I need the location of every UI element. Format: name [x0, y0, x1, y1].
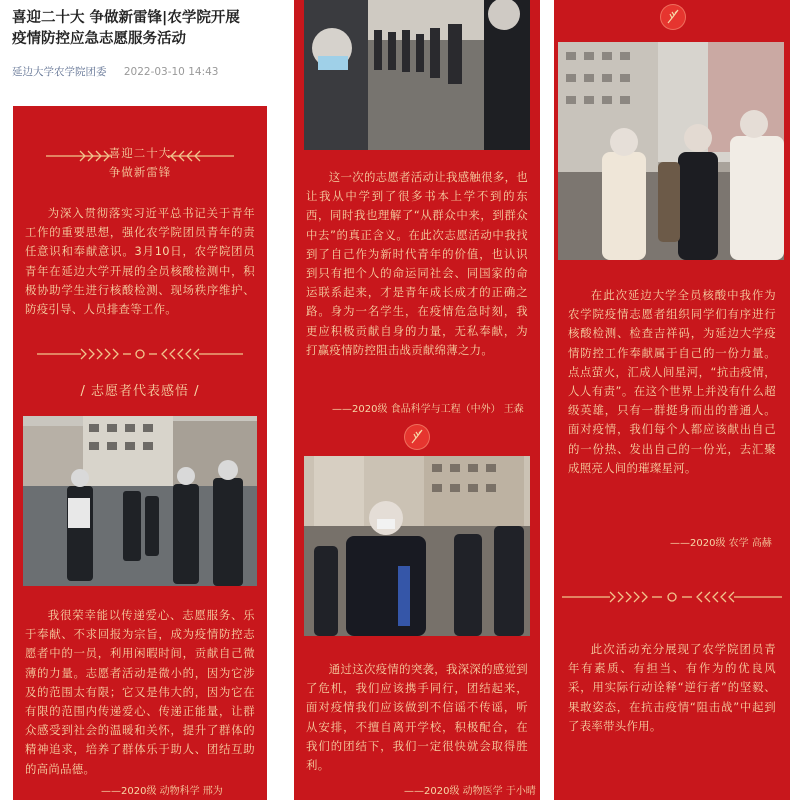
signature-2: ——2020级 食品科学与工程（中外） 王森 [332, 404, 524, 415]
signature-1: ——2020级 动物科学 邢为 [101, 786, 223, 797]
intro-paragraph: 为深入贯彻落实习近平总书记关于青年工作的重要思想，强化农学院团员青年的责任意识和奉献意识。3月10日，农学院团员青年在延边大学开展的全员核酸检测中，积极协助学生进行核酸检测、现场秩序维护、防疫引导、人员排查等工作。 [25, 206, 255, 317]
signature-3: ——2020级 动物医学 于小晴 [404, 786, 536, 797]
testimonial-2: 这一次的志愿者活动让我感触很多，也让我从中学到了很多书本上学不到的东西，同时我也理解了“从群众中来，到群众中去”的真正含义。在此次志愿活动中我找到了自己作为新时代青年的价值，也认识到只有把个人的命运同社会、同国家的命运联系起来，才是青年成长成才的正确之路。身为一名学生，在疫情危急时刻，我更应积极贡献自身的力量，无私奉献，为打赢疫情防控阻击战贡献绵薄之力。 [306, 170, 528, 357]
article-source[interactable]: 延边大学农学院团委 [12, 66, 107, 78]
signature-4: ——2020级 农学 高赫 [670, 538, 772, 549]
wheat-emblem-icon [404, 424, 430, 450]
section-heading: / 志愿者代表感悟 / [80, 384, 200, 399]
poster-column-2 [294, 0, 540, 800]
poster-header-line2: 争做新雷锋 [108, 165, 172, 179]
header-ornament-right [168, 146, 234, 166]
conclusion-paragraph: 此次活动充分展现了农学院团员青年有素质、有担当、有作为的优良风采，用实际行动诠释“逆行者”的坚毅、果敢姿态，在抗击疫情“阻击战”中起到了表率带头作用。 [568, 642, 776, 733]
volunteer-photo-2 [304, 0, 530, 150]
testimonial-3: 通过这次疫情的突袭，我深深的感觉到了危机，我们应该携手同行，团结起来，面对疫情我们应该做到不信谣不传谣，听从安排，不擅自离开学校，积极配合，在我们的团结下，我们一定很快就会取得胜利。 [306, 662, 528, 773]
volunteer-photo-3 [304, 456, 530, 636]
article-title-line2: 疫情防控应急志愿服务活动 [12, 31, 186, 47]
volunteer-photo-1 [23, 416, 257, 586]
testimonial-4: 在此次延边大学全员核酸中我作为农学院疫情志愿者组织同学们有序进行核酸检测、检查吉祥码，为延边大学疫情防控工作奉献属于自己的一份力量。点点萤火，汇成人间星河，“抗击疫情，人人有责”。在这个世界上并没有什么超级英雄，只有一群挺身而出的普通人。面对疫情，我们每个人都应该献出自己的一份热、发出自己的一份光，去汇聚成照亮人间的璀璨星河。 [568, 288, 776, 475]
volunteer-photo-4 [558, 42, 784, 260]
testimonial-1: 我很荣幸能以传递爱心、志愿服务、乐于奉献、不求回报为宗旨，成为疫情防控志愿者中的一员，利用闲暇时间，贡献自己微薄的力量。志愿者活动是微小的，因为它涉及的范围太有限；它又是伟大的，因为它在有限的范围内传递爱心、传递正能量，让群众感受到社会的温暖和关怀，提升了群体的精神追求，培养了群体乐于助人、团结互助的高尚品德。 [25, 608, 255, 776]
article-date: 2022-03-10 14:43 [123, 66, 219, 78]
poster-column-3 [554, 0, 790, 800]
section-divider [37, 344, 243, 364]
article-title [12, 8, 274, 50]
article-title-line1: 喜迎二十大 争做新雷锋|农学院开展 [12, 10, 240, 26]
section-divider-2 [562, 587, 782, 607]
poster-header-line1: 喜迎二十大 [108, 146, 172, 160]
article-meta [12, 64, 218, 79]
poster-column-1 [13, 106, 267, 800]
wheat-emblem-icon [660, 4, 686, 30]
article-header [0, 0, 276, 92]
